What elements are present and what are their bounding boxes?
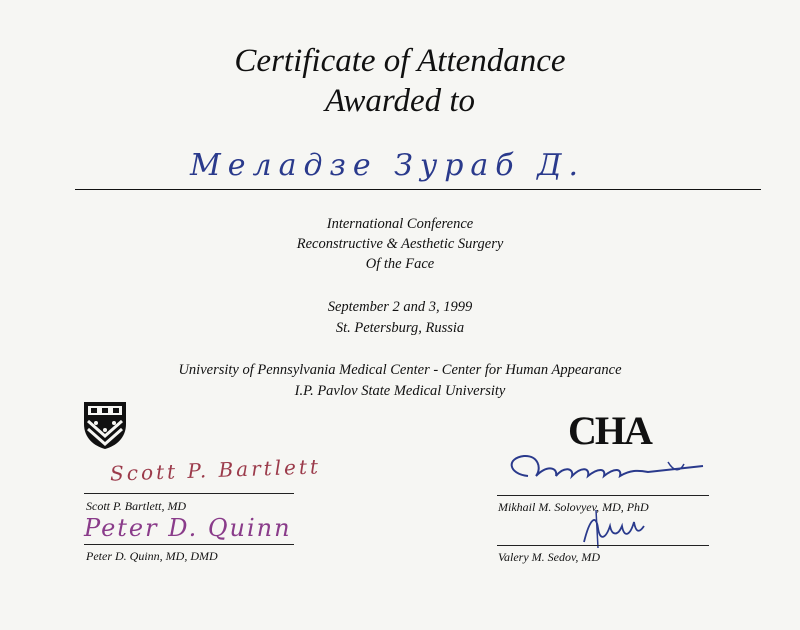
signature-line-sedov bbox=[497, 545, 709, 546]
organizer-line-1: University of Pennsylvania Medical Center - Center for Human Appearance bbox=[178, 362, 622, 378]
recipient-line bbox=[75, 189, 761, 190]
signatory-name-bartlett: Scott P. Bartlett, MD bbox=[86, 499, 187, 513]
signatory-name-quinn: Peter D. Quinn, MD, DMD bbox=[86, 549, 218, 563]
signature-sedov bbox=[578, 508, 648, 550]
signature-line-solovyev bbox=[497, 495, 709, 496]
organizer-line-2: I.P. Pavlov State Medical University bbox=[294, 383, 506, 399]
signature-line-bartlett bbox=[84, 493, 294, 494]
conference-dates: September 2 and 3, 1999 bbox=[327, 299, 473, 315]
conference-line-3: Of the Face bbox=[365, 256, 435, 272]
certificate-subtitle: Awarded to bbox=[324, 83, 476, 119]
conference-location: St. Petersburg, Russia bbox=[335, 320, 465, 336]
cha-logo: CHA bbox=[568, 408, 651, 453]
conference-line-1: International Conference bbox=[326, 216, 474, 232]
recipient-name-handwritten: Меладзе Зураб Д. bbox=[190, 148, 586, 183]
signature-quinn: Peter D. Quinn bbox=[84, 514, 292, 542]
certificate-title: Certificate of Attendance bbox=[234, 43, 566, 79]
signatory-name-solovyev: Mikhail M. Solovyev, MD, PhD bbox=[498, 500, 649, 514]
penn-shield-icon bbox=[82, 400, 128, 450]
signatory-name-sedov: Valery M. Sedov, MD bbox=[498, 550, 601, 564]
signature-line-quinn bbox=[84, 544, 294, 545]
signature-bartlett: Scott P. Bartlett bbox=[109, 454, 322, 486]
conference-line-2: Reconstructive & Aesthetic Surgery bbox=[296, 236, 504, 252]
signature-solovyev bbox=[498, 446, 708, 494]
